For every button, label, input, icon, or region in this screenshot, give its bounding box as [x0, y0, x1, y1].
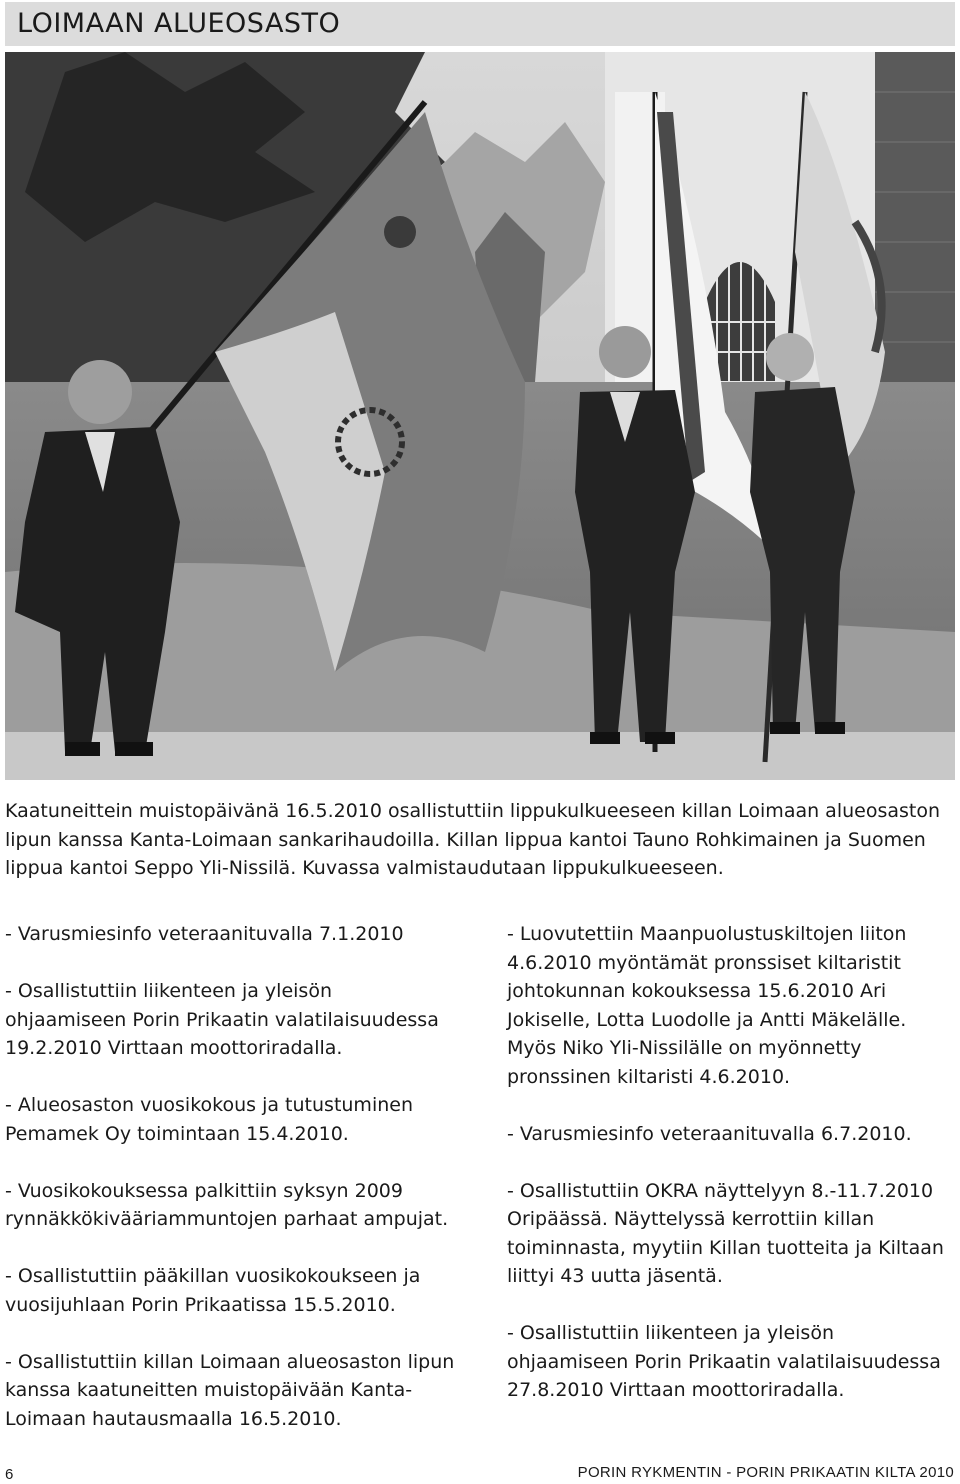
activities-left-column: [5, 920, 455, 1462]
activities-right-column: [507, 920, 957, 1433]
activity-item: - Varusmiesinfo veteraanituvalla 6.7.2010.: [507, 1122, 912, 1145]
section-title: LOIMAAN ALUEOSASTO: [17, 8, 341, 39]
flag-bearers-photo: [5, 52, 955, 780]
activity-item: - Osallistuttiin liikenteen ja yleisön ohjaamiseen Porin Prikaatin valatilaisuudessa 27.8.2010 Virttaan moottoriradalla.: [507, 1322, 941, 1401]
activity-item: - Osallistuttiin killan Loimaan alueosaston lipun kanssa kaatuneitten muistopäivään Kanta-Loimaan hautausmaalla 16.5.2010.: [5, 1350, 455, 1430]
footer-title: PORIN RYKMENTIN - PORIN PRIKAATIN KILTA 2010: [577, 1464, 954, 1481]
activity-item: - Osallistuttiin pääkillan vuosikokoukseen ja vuosijuhlaan Porin Prikaatissa 15.5.2010.: [5, 1265, 421, 1316]
activity-item: - Osallistuttiin liikenteen ja yleisön ohjaamiseen Porin Prikaatin valatilaisuudessa 19.2.2010 Virttaan moottoriradalla.: [5, 980, 439, 1059]
page-number: 6: [5, 1466, 14, 1483]
activity-item: - Luovutettiin Maanpuolustuskiltojen liiton 4.6.2010 myöntämät pronssiset kiltaristit johtokunnan kokouksessa 15.6.2010 Ari Jokiselle, Lotta Luodolle ja Antti Mäkelälle. Myös Niko Yli-Nissilälle on myönnetty pronssinen kiltaristi 4.6.2010.: [507, 923, 907, 1088]
photo-caption: Kaatuneittein muistopäivänä 16.5.2010 osallistuttiin lippukulkueeseen killan Loimaan alueosaston lipun kanssa Kanta-Loimaan sankarihaudoilla. Killan lippua kantoi Tauno Rohkimainen ja Suomen lippua kantoi Seppo Yli-Nissilä. Kuvassa valmistaudutaan lippukulkueeseen.: [5, 800, 941, 879]
activity-item: - Osallistuttiin OKRA näyttelyyn 8.-11.7.2010 Oripäässä. Näyttelyssä kerrottiin killan toiminnasta, myytiin Killan tuotteita ja Kiltaan liittyi 43 uutta jäsentä.: [507, 1179, 944, 1287]
activity-item: - Varusmiesinfo veteraanituvalla 7.1.2010: [5, 923, 404, 945]
activity-item: - Alueosaston vuosikokous ja tutustuminen Pemamek Oy toimintaan 15.4.2010.: [5, 1094, 413, 1145]
activity-item: - Vuosikokouksessa palkittiin syksyn 2009 rynnäkkökivääriammuntojen parhaat ampujat.: [5, 1179, 449, 1230]
photo-image: [5, 52, 955, 780]
section-header: [5, 2, 955, 46]
